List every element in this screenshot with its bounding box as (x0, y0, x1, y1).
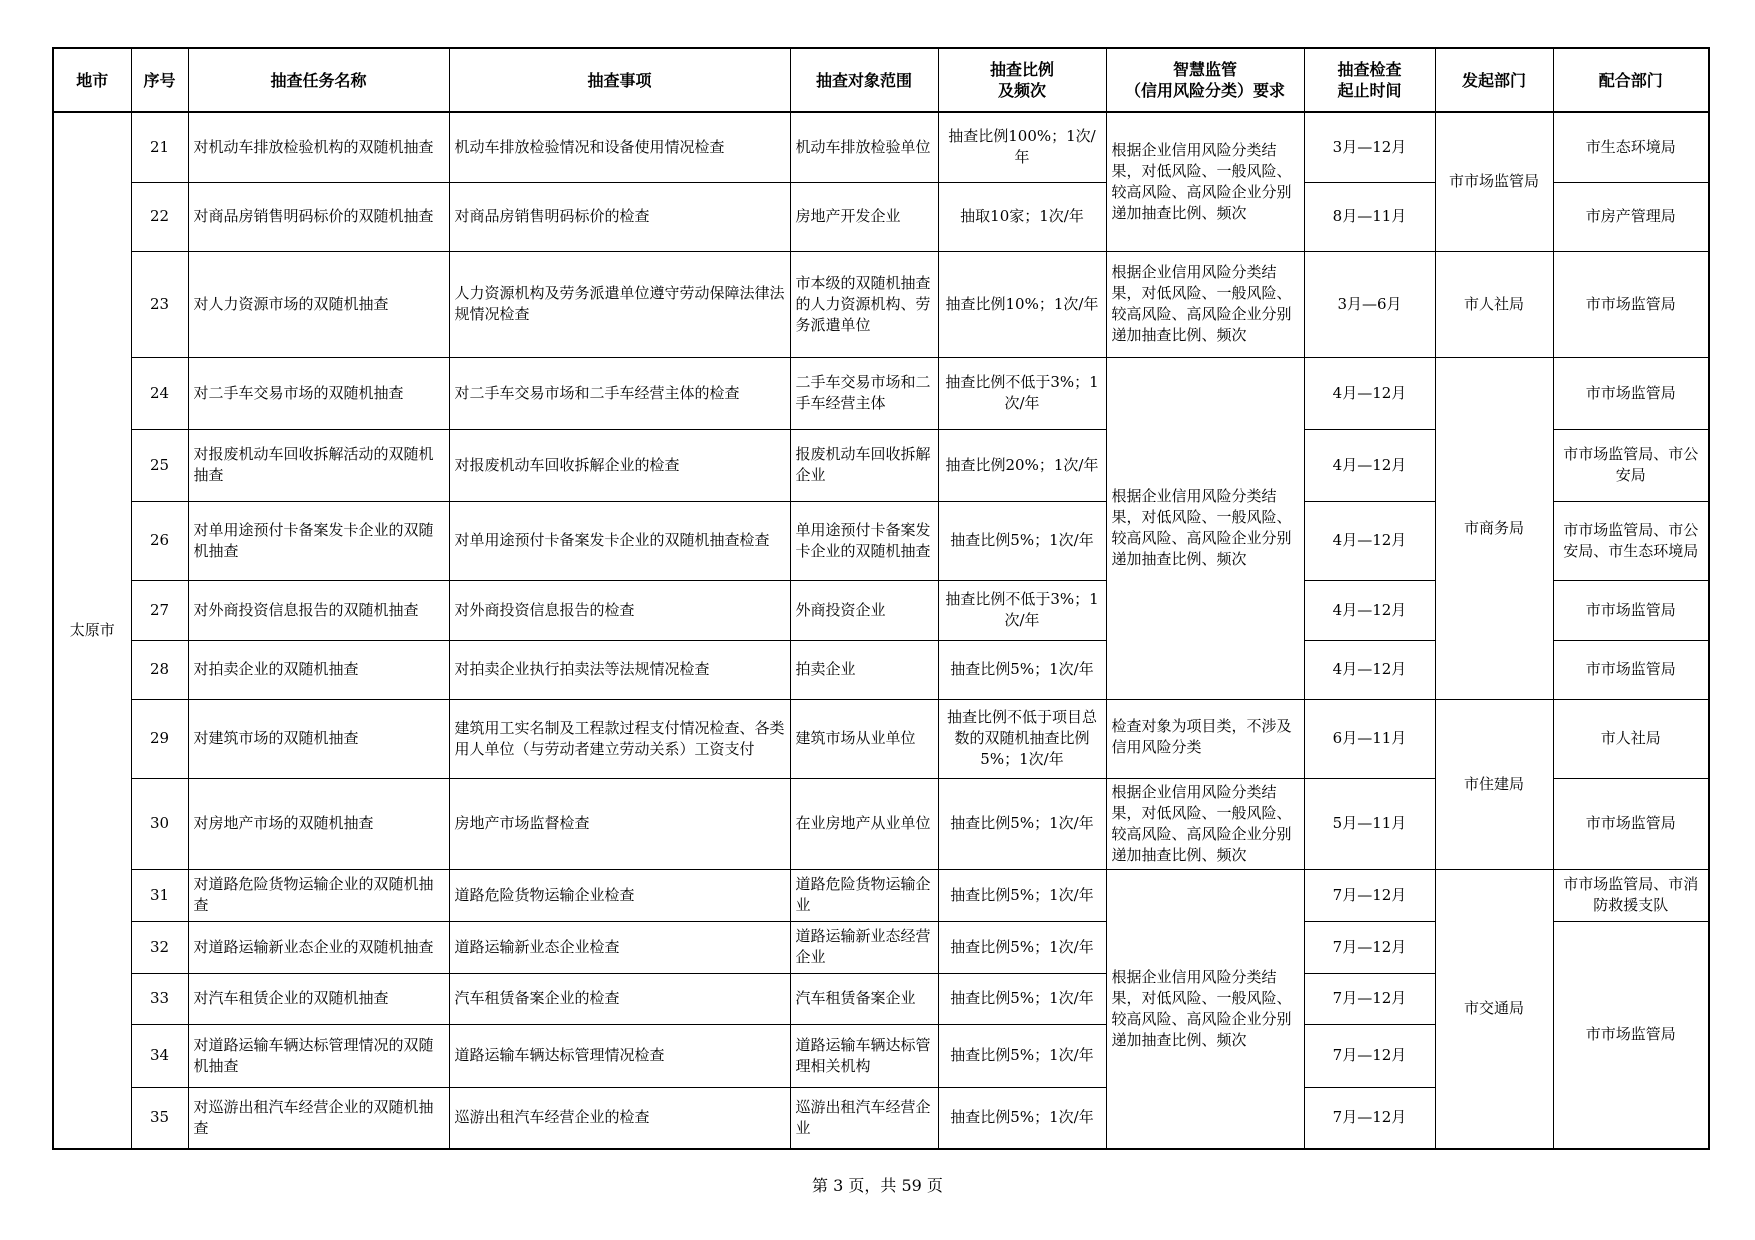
time-range: 4月—12月 (1304, 429, 1435, 501)
header-time: 抽查检查 起止时间 (1304, 48, 1435, 112)
task-name: 对外商投资信息报告的双随机抽查 (188, 580, 449, 640)
task-name: 对商品房销售明码标价的双随机抽查 (188, 182, 449, 251)
cooperator-dept: 市市场监管局 (1553, 251, 1709, 357)
row-no: 33 (131, 973, 188, 1024)
check-item: 汽车租赁备案企业的检查 (449, 973, 790, 1024)
initiator-dept: 市市场监管局 (1435, 112, 1553, 251)
task-name: 对拍卖企业的双随机抽查 (188, 640, 449, 699)
ratio: 抽查比例5%；1次/年 (938, 973, 1106, 1024)
ratio: 抽查比例100%；1次/年 (938, 112, 1106, 182)
cooperator-dept: 市市场监管局 (1553, 640, 1709, 699)
check-item: 机动车排放检验情况和设备使用情况检查 (449, 112, 790, 182)
header-row (53, 48, 1709, 112)
check-item: 对拍卖企业执行拍卖法等法规情况检查 (449, 640, 790, 699)
risk-requirement: 根据企业信用风险分类结果，对低风险、一般风险、较高风险、高风险企业分别递加抽查比例、频次 (1106, 778, 1304, 869)
row-no: 22 (131, 182, 188, 251)
initiator-dept: 市人社局 (1435, 251, 1553, 357)
cooperator-dept: 市市场监管局、市消防救援支队 (1553, 869, 1709, 921)
row-no: 34 (131, 1024, 188, 1087)
time-range: 3月—6月 (1304, 251, 1435, 357)
check-item: 巡游出租汽车经营企业的检查 (449, 1087, 790, 1149)
scope: 市本级的双随机抽查的人力资源机构、劳务派遣单位 (790, 251, 938, 357)
check-item: 道路危险货物运输企业检查 (449, 869, 790, 921)
header-smart-supervision: 智慧监管 （信用风险分类）要求 (1106, 48, 1304, 112)
task-name: 对道路危险货物运输企业的双随机抽查 (188, 869, 449, 921)
inspection-table (52, 47, 1710, 1150)
cooperator-dept: 市市场监管局 (1553, 778, 1709, 869)
scope: 在业房地产从业单位 (790, 778, 938, 869)
row-no: 21 (131, 112, 188, 182)
scope: 道路危险货物运输企业 (790, 869, 938, 921)
time-range: 4月—12月 (1304, 640, 1435, 699)
header-no: 序号 (131, 48, 188, 112)
ratio: 抽查比例20%；1次/年 (938, 429, 1106, 501)
ratio: 抽查比例10%；1次/年 (938, 251, 1106, 357)
ratio: 抽查比例5%；1次/年 (938, 501, 1106, 580)
row-no: 30 (131, 778, 188, 869)
check-item: 人力资源机构及劳务派遣单位遵守劳动保障法律法规情况检查 (449, 251, 790, 357)
row-no: 25 (131, 429, 188, 501)
row-no: 29 (131, 699, 188, 778)
ratio: 抽查比例5%；1次/年 (938, 921, 1106, 973)
ratio: 抽查比例5%；1次/年 (938, 778, 1106, 869)
scope: 单用途预付卡备案发卡企业的双随机抽查 (790, 501, 938, 580)
table-row (53, 699, 1709, 778)
scope: 机动车排放检验单位 (790, 112, 938, 182)
project-requirement: 检查对象为项目类，不涉及信用风险分类 (1106, 699, 1304, 778)
check-item: 道路运输车辆达标管理情况检查 (449, 1024, 790, 1087)
cooperator-dept: 市市场监管局 (1553, 921, 1709, 1149)
time-range: 7月—12月 (1304, 921, 1435, 973)
risk-requirement: 根据企业信用风险分类结果，对低风险、一般风险、较高风险、高风险企业分别递加抽查比例、频次 (1106, 112, 1304, 251)
risk-requirement: 根据企业信用风险分类结果，对低风险、一般风险、较高风险、高风险企业分别递加抽查比例、频次 (1106, 357, 1304, 699)
table-row (53, 251, 1709, 357)
ratio: 抽查比例5%；1次/年 (938, 869, 1106, 921)
row-no: 35 (131, 1087, 188, 1149)
ratio: 抽查比例不低于3%；1次/年 (938, 357, 1106, 429)
scope: 拍卖企业 (790, 640, 938, 699)
cooperator-dept: 市人社局 (1553, 699, 1709, 778)
check-item: 对单用途预付卡备案发卡企业的双随机抽查检查 (449, 501, 790, 580)
check-item: 房地产市场监督检查 (449, 778, 790, 869)
check-item: 道路运输新业态企业检查 (449, 921, 790, 973)
scope: 外商投资企业 (790, 580, 938, 640)
risk-requirement: 根据企业信用风险分类结果，对低风险、一般风险、较高风险、高风险企业分别递加抽查比例、频次 (1106, 251, 1304, 357)
cooperator-dept: 市市场监管局 (1553, 580, 1709, 640)
ratio: 抽查比例5%；1次/年 (938, 1024, 1106, 1087)
time-range: 4月—12月 (1304, 357, 1435, 429)
row-no: 26 (131, 501, 188, 580)
task-name: 对道路运输新业态企业的双随机抽查 (188, 921, 449, 973)
task-name: 对建筑市场的双随机抽查 (188, 699, 449, 778)
time-range: 7月—12月 (1304, 869, 1435, 921)
task-name: 对单用途预付卡备案发卡企业的双随机抽查 (188, 501, 449, 580)
header-task-name: 抽查任务名称 (188, 48, 449, 112)
time-range: 8月—11月 (1304, 182, 1435, 251)
scope: 道路运输车辆达标管理相关机构 (790, 1024, 938, 1087)
task-name: 对机动车排放检验机构的双随机抽查 (188, 112, 449, 182)
page-footer: 第 3 页，共 59 页 (812, 1176, 943, 1195)
task-name: 对人力资源市场的双随机抽查 (188, 251, 449, 357)
scope: 巡游出租汽车经营企业 (790, 1087, 938, 1149)
header-cooperator: 配合部门 (1553, 48, 1709, 112)
row-no: 31 (131, 869, 188, 921)
time-range: 5月—11月 (1304, 778, 1435, 869)
check-item: 对商品房销售明码标价的检查 (449, 182, 790, 251)
check-item: 对外商投资信息报告的检查 (449, 580, 790, 640)
initiator-dept: 市商务局 (1435, 357, 1553, 699)
time-range: 4月—12月 (1304, 501, 1435, 580)
table-row (53, 112, 1709, 182)
ratio: 抽查比例5%；1次/年 (938, 1087, 1106, 1149)
city-cell: 太原市 (53, 112, 131, 1149)
header-initiator: 发起部门 (1435, 48, 1553, 112)
time-range: 7月—12月 (1304, 1087, 1435, 1149)
header-city: 地市 (53, 48, 131, 112)
initiator-dept: 市住建局 (1435, 699, 1553, 869)
ratio: 抽取10家；1次/年 (938, 182, 1106, 251)
risk-requirement: 根据企业信用风险分类结果，对低风险、一般风险、较高风险、高风险企业分别递加抽查比例、频次 (1106, 869, 1304, 1149)
initiator-dept: 市交通局 (1435, 869, 1553, 1149)
scope: 报废机动车回收拆解企业 (790, 429, 938, 501)
header-ratio: 抽查比例 及频次 (938, 48, 1106, 112)
scope: 道路运输新业态经营企业 (790, 921, 938, 973)
cooperator-dept: 市生态环境局 (1553, 112, 1709, 182)
task-name: 对道路运输车辆达标管理情况的双随机抽查 (188, 1024, 449, 1087)
row-no: 32 (131, 921, 188, 973)
table-row (53, 869, 1709, 921)
row-no: 24 (131, 357, 188, 429)
check-item: 对报废机动车回收拆解企业的检查 (449, 429, 790, 501)
time-range: 3月—12月 (1304, 112, 1435, 182)
table-row (53, 357, 1709, 429)
row-no: 27 (131, 580, 188, 640)
cooperator-dept: 市市场监管局、市公安局 (1553, 429, 1709, 501)
cooperator-dept: 市市场监管局、市公安局、市生态环境局 (1553, 501, 1709, 580)
row-no: 23 (131, 251, 188, 357)
time-range: 7月—12月 (1304, 1024, 1435, 1087)
row-no: 28 (131, 640, 188, 699)
cooperator-dept: 市房产管理局 (1553, 182, 1709, 251)
scope: 房地产开发企业 (790, 182, 938, 251)
task-name: 对房地产市场的双随机抽查 (188, 778, 449, 869)
header-item: 抽查事项 (449, 48, 790, 112)
ratio: 抽查比例不低于3%；1次/年 (938, 580, 1106, 640)
scope: 二手车交易市场和二手车经营主体 (790, 357, 938, 429)
task-name: 对二手车交易市场的双随机抽查 (188, 357, 449, 429)
time-range: 4月—12月 (1304, 580, 1435, 640)
ratio: 抽查比例5%；1次/年 (938, 640, 1106, 699)
time-range: 7月—12月 (1304, 973, 1435, 1024)
task-name: 对报废机动车回收拆解活动的双随机抽查 (188, 429, 449, 501)
check-item: 对二手车交易市场和二手车经营主体的检查 (449, 357, 790, 429)
scope: 汽车租赁备案企业 (790, 973, 938, 1024)
cooperator-dept: 市市场监管局 (1553, 357, 1709, 429)
time-range: 6月—11月 (1304, 699, 1435, 778)
ratio: 抽查比例不低于项目总数的双随机抽查比例5%；1次/年 (938, 699, 1106, 778)
header-scope: 抽查对象范围 (790, 48, 938, 112)
check-item: 建筑用工实名制及工程款过程支付情况检查、各类用人单位（与劳动者建立劳动关系）工资支付 (449, 699, 790, 778)
task-name: 对汽车租赁企业的双随机抽查 (188, 973, 449, 1024)
task-name: 对巡游出租汽车经营企业的双随机抽查 (188, 1087, 449, 1149)
scope: 建筑市场从业单位 (790, 699, 938, 778)
